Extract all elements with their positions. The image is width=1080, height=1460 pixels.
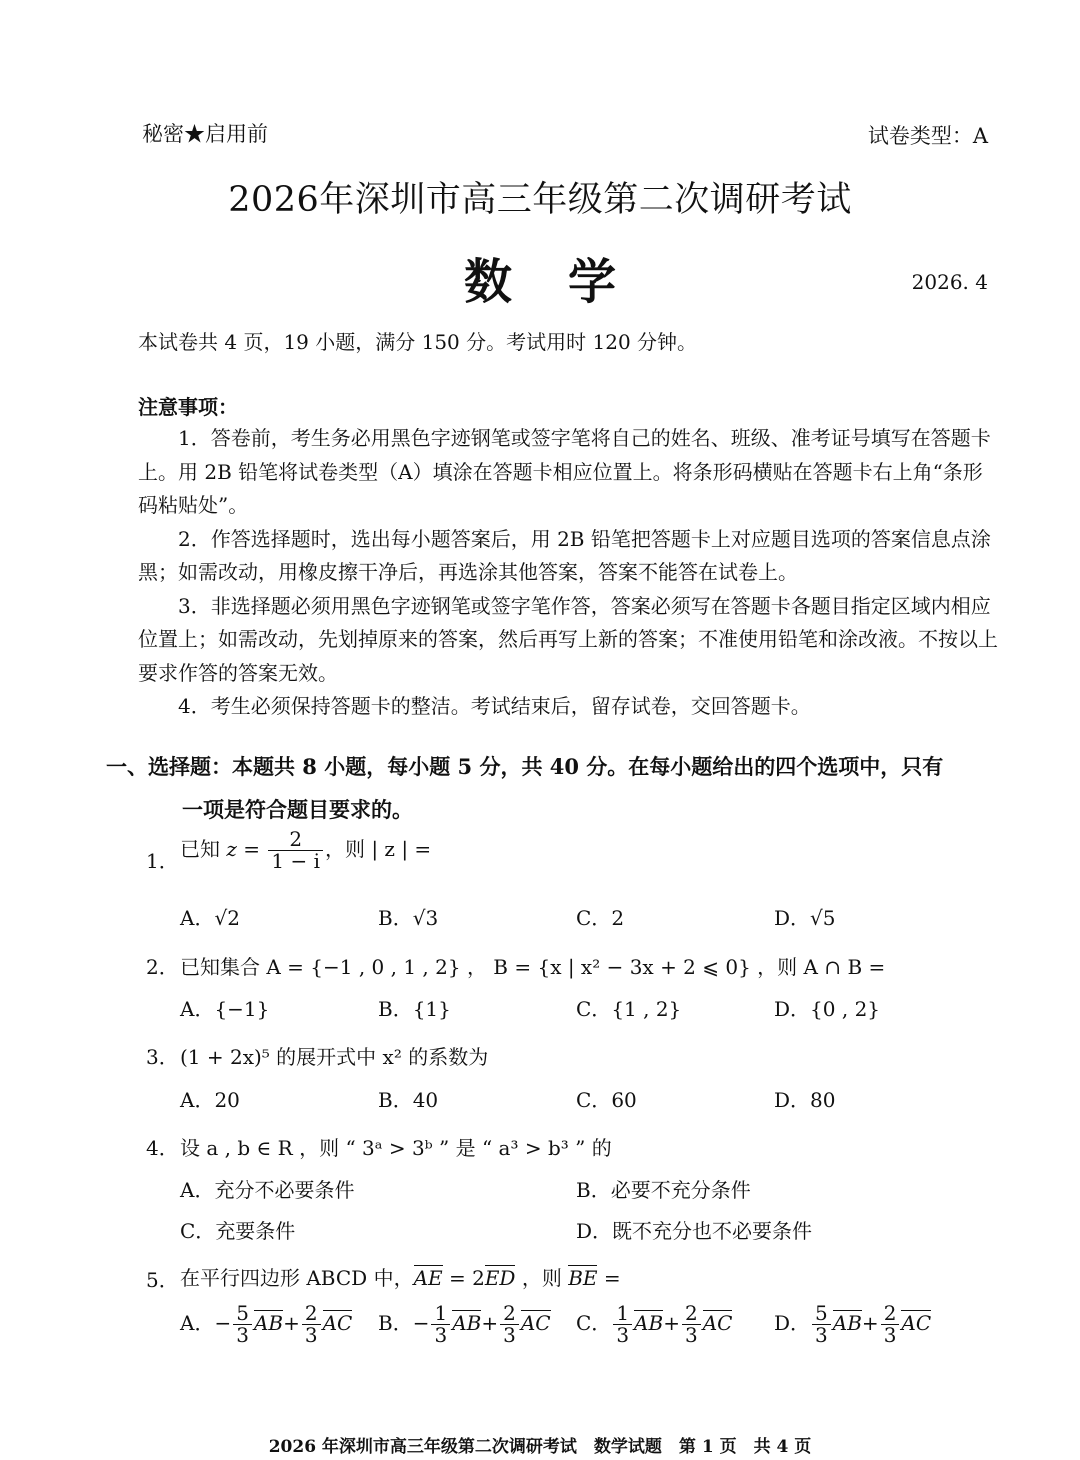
option-text: 2 — [611, 906, 625, 930]
question-stem — [180, 1262, 621, 1291]
section-title-line2: 一项是符合题目要求的。 — [182, 797, 413, 822]
vector-be: BE — [568, 1266, 598, 1290]
option-text: {0 , 2} — [810, 997, 881, 1021]
fraction-numerator: 2 — [500, 1303, 519, 1325]
notes-heading: 注意事项： — [138, 395, 238, 419]
fraction-denominator: 3 — [434, 1323, 448, 1347]
note-item: 4．考生必须保持答题卡的整洁。考试结束后，留存试卷，交回答题卡。 — [178, 694, 811, 718]
option-label: A． — [180, 1311, 215, 1335]
question-stem — [180, 829, 431, 872]
option-text: {−1} — [214, 997, 270, 1021]
stem-variable: z — [226, 837, 237, 861]
exam-title: 2026年深圳市高三年级第二次调研考试 — [228, 180, 852, 220]
option-b — [378, 902, 438, 931]
option-label: B． — [378, 997, 413, 1021]
option-c — [576, 993, 681, 1022]
fraction — [812, 1303, 831, 1346]
vector-ab: AB — [253, 1311, 284, 1335]
option-text: 既不充分也不必要条件 — [612, 1219, 813, 1243]
exam-summary: 本试卷共 4 页，19 小题，满分 150 分。考试用时 120 分钟。 — [138, 330, 698, 354]
option-c — [180, 1215, 295, 1244]
vector-ab: AB — [452, 1311, 482, 1335]
vector-ae: AE — [413, 1266, 443, 1290]
fraction-numerator: 2 — [268, 829, 323, 851]
note-item: 3．非选择题必须用黑色字迹钢笔或签字笔作答，答案必须写在答题卡各题目指定区域内相应位置上；如需改动，先划掉原来的答案，然后再写上新的答案；不准使用铅笔和涂改液。不按以上要求作答的答案无效。 — [138, 593, 998, 685]
option-a — [180, 993, 269, 1022]
stem-text: = 2 — [442, 1266, 485, 1290]
option-label: A． — [180, 1178, 215, 1202]
question-number: 5． — [146, 1268, 179, 1292]
fraction — [613, 1303, 632, 1346]
fraction-numerator: 1 — [613, 1303, 632, 1325]
option-plus: + — [481, 1311, 499, 1335]
vector-ab: AB — [832, 1311, 862, 1335]
option-a — [180, 1084, 240, 1113]
question-number: 3． — [146, 1045, 179, 1069]
option-b — [378, 1303, 551, 1346]
paper-type-label: 试卷类型：A — [867, 124, 988, 148]
page-footer: 2026 年深圳市高三年级第二次调研考试 数学试题 第 1 页 共 4 页 — [268, 1437, 812, 1457]
fraction — [682, 1303, 701, 1346]
option-sign: − — [214, 1311, 232, 1335]
stem-text: ，则 | z | = — [324, 837, 432, 861]
option-b — [576, 1174, 751, 1203]
option-a — [180, 1303, 352, 1346]
exam-date: 2026. 4 — [911, 270, 988, 294]
fraction — [268, 829, 323, 872]
fraction-denominator: 3 — [503, 1323, 516, 1347]
option-c — [576, 1084, 637, 1113]
fraction — [233, 1303, 252, 1346]
option-text: 20 — [214, 1088, 240, 1112]
fraction-numerator: 2 — [682, 1303, 701, 1325]
option-text: 充分不必要条件 — [214, 1178, 355, 1202]
note-item: 1．答卷前，考生务必用黑色字迹钢笔或签字笔将自己的姓名、班级、准考证号填写在答题卡上。用 2B 铅笔将试卷类型（A）填涂在答题卡相应位置上。将条形码横贴在答题卡右上角“条形码粘贴处”。 — [138, 426, 991, 517]
fraction-denominator: 3 — [883, 1323, 897, 1347]
fraction-numerator: 2 — [881, 1303, 900, 1325]
stem-text: = — [597, 1266, 621, 1290]
fraction-denominator: 3 — [616, 1323, 630, 1347]
option-plus: + — [861, 1311, 879, 1335]
option-plus: + — [663, 1311, 680, 1335]
fraction-denominator: 3 — [684, 1323, 698, 1347]
vector-ac: AC — [322, 1311, 353, 1335]
option-text: √2 — [214, 906, 240, 930]
vector-ac: AC — [520, 1311, 551, 1335]
question-number: 1． — [146, 849, 179, 873]
option-b — [378, 1084, 438, 1113]
fraction-denominator: 3 — [815, 1323, 828, 1347]
stem-text: = — [236, 837, 267, 861]
option-label: D． — [774, 906, 811, 930]
option-c — [576, 902, 624, 931]
option-label: D． — [576, 1219, 613, 1243]
fraction — [500, 1303, 519, 1346]
option-text: {1 , 2} — [611, 997, 682, 1021]
option-label: C． — [576, 906, 612, 930]
notes-list — [138, 422, 1000, 724]
question-stem: (1 + 2x)⁵ 的展开式中 x² 的系数为 — [180, 1045, 489, 1069]
option-label: A． — [180, 997, 215, 1021]
subject-title: 数学 — [463, 254, 672, 310]
option-label: D． — [774, 1311, 811, 1335]
option-label: C． — [180, 1219, 216, 1243]
vector-ed: ED — [484, 1266, 516, 1290]
option-text: 80 — [810, 1088, 836, 1112]
vector-ac: AC — [702, 1311, 733, 1335]
option-label: A． — [180, 906, 215, 930]
confidential-label: 秘密★启用前 — [142, 122, 268, 146]
option-d — [774, 1084, 836, 1113]
option-d — [774, 993, 880, 1022]
option-label: C． — [576, 1311, 612, 1335]
option-d — [576, 1215, 812, 1244]
question-stem: 已知集合 A = {−1 , 0 , 1 , 2} ， B = {x | x² − 3x + 2 ⩽ 0} ，则 A ∩ B = — [180, 955, 886, 979]
option-label: D． — [774, 1088, 811, 1112]
option-text: √3 — [412, 906, 439, 930]
vector-ac: AC — [901, 1311, 932, 1335]
question-number: 4． — [146, 1136, 179, 1160]
section-title-line1: 一、选择题：本题共 8 小题，每小题 5 分，共 40 分。在每小题给出的四个选项中，只有 — [106, 754, 944, 779]
option-text: √5 — [810, 906, 836, 930]
option-b — [378, 993, 451, 1022]
option-label: B． — [576, 1178, 611, 1202]
stem-text: 在平行四边形 ABCD 中， — [180, 1266, 414, 1290]
option-text: {1} — [412, 997, 451, 1021]
fraction-denominator: 1 − i — [271, 849, 320, 873]
option-plus: + — [283, 1311, 300, 1335]
option-text: 充要条件 — [215, 1219, 296, 1243]
option-label: A． — [180, 1088, 215, 1112]
fraction — [431, 1303, 450, 1346]
stem-text: ，则 — [515, 1266, 569, 1290]
stem-text: 已知 — [180, 837, 227, 861]
option-label: C． — [576, 997, 612, 1021]
option-a — [180, 1174, 354, 1203]
option-label: C． — [576, 1088, 612, 1112]
option-text: 40 — [412, 1088, 439, 1112]
section-title — [106, 745, 1006, 831]
option-d — [774, 902, 836, 931]
option-label: B． — [378, 1311, 413, 1335]
option-text: 必要不充分条件 — [610, 1178, 751, 1202]
fraction — [881, 1303, 900, 1346]
option-label: B． — [378, 906, 413, 930]
fraction-numerator: 5 — [812, 1303, 831, 1325]
option-d — [774, 1303, 931, 1346]
vector-ab: AB — [634, 1311, 664, 1335]
fraction-numerator: 2 — [302, 1303, 321, 1325]
fraction-denominator: 3 — [304, 1323, 318, 1347]
question-number: 2． — [146, 955, 179, 979]
note-item: 2．作答选择题时，选出每小题答案后，用 2B 铅笔把答题卡上对应题目选项的答案信息点涂黑；如需改动，用橡皮擦干净后，再选涂其他答案，答案不能答在试卷上。 — [138, 526, 991, 584]
option-a — [180, 902, 240, 931]
fraction-denominator: 3 — [236, 1323, 249, 1347]
option-c — [576, 1303, 732, 1346]
fraction — [302, 1303, 321, 1346]
question-stem: 设 a , b ∈ R ，则 “ 3ᵃ > 3ᵇ ” 是 “ a³ > b³ ” 的 — [180, 1136, 612, 1160]
option-label: D． — [774, 997, 811, 1021]
option-sign: − — [412, 1311, 430, 1335]
fraction-numerator: 1 — [431, 1303, 450, 1325]
option-text: 60 — [611, 1088, 637, 1112]
option-label: B． — [378, 1088, 413, 1112]
fraction-numerator: 5 — [233, 1303, 252, 1325]
